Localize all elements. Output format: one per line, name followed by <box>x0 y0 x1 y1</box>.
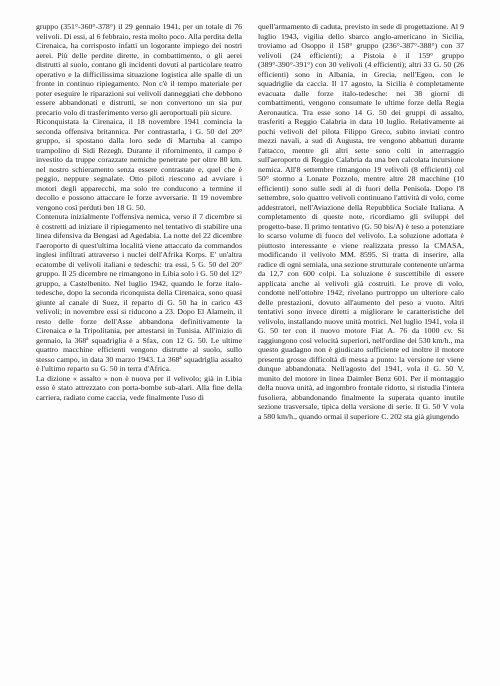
paragraph: Contenuta inizialmente l'offensiva nemica, verso il 7 dicembre si è costretti ad iniziare il ripiegamento nel tentativo di stabilire una linea difensiva da Bengasi ad Agedabia. La notte del 22 dicembre l'aeroporto di quest'ultima località viene attaccato da commandos inglesi infiltrati attraverso i nuclei dell'Afrika Korps. E' un'altra ecatombe di velivoli italiani e tedeschi: tra essi, 5 G. 50 del 20° gruppo. Il 25 dicembre ne rimangono in Libia solo i G. 50 del 12° gruppo, a Castelbenito. Nel luglio 1942, quando le forze italo-tedesche, dopo la seconda riconquista della Cirenaica, sono quasi giunte al canale di Suez, il reparto di G. 50 ha in carico 43 velivoli; in novembre essi si riducono a 23. Dopo El Alamein, il resto delle forze dell'Asse abbandona definitivamente la Cirenaica e la Tripolitania, per attestarsi in Tunisia. All'inizio di gennaio, la 368ª squadriglia è a Sfax, con 12 G. 50. Le ultime quattro macchine efficienti vengono distrutte al suolo, sullo stesso campo, in data 30 marzo 1943. La 368ª squadriglia assalto è l'ultimo reparto su G. 50 in terra d'Africa. <box>36 212 242 373</box>
paragraph: gruppo (351°-360°-378°) il 29 gennaio 1941, per un totale di 76 velivoli. Di essi, al 6 febbraio, resta molto poco. Alla perdita della Cirenaica, ha corrisposto infatti un logorante impiego dei nostri aerei. Più delle perdite dirette, in combattimento, o gli aerei distrutti al suolo, contano gli incidenti dovuti al particolare teatro operativo e la difficilissima situazione logistica alle spalle di un fronte in continuo ripiegamento. Non c'è il tempo materiale per poter eseguire le riparazioni sui velivoli danneggiati che debbono essere abbandonati e distrutti, se non convertono un sia pur precario volo di trasferimento verso gli aeroportuali più sicure. <box>36 22 242 117</box>
right-column <box>258 22 464 421</box>
paragraph: Riconquistata la Cirenaica, il 18 novembre 1941 comincia la seconda offensiva britannica. Per contrastarla, i G. 50 del 20° gruppo, si spostano dalla loro sede di Martuba al campo trampolino di Sidi Rezegh. Durante il rifornimento, il campo è investito da truppe corazzate nemiche penetrate per oltre 80 km. nel nostro schieramento senza essere contrastate e, quel che è peggio, neppure segnalate. Otto piloti riescono ad avviare i motori degli apparecchi, ma solo tre conducono a termine il decollo e possono attaccare le forze avversarie. Il 19 novembre vengono così perduti ben 18 G. 50. <box>36 117 242 212</box>
paragraph: La dizione « assalto » non è nuova per il velivolo; già in Libia esso è stato attrezzato con porta-bombe sub-alari. Alla fine della carriera, radiato come caccia, vede finalmente l'uso di <box>36 373 242 402</box>
paragraph: quell'armamento di caduta, previsto in sede di progettazione. Al 9 luglio 1943, vigilia dello sbarco anglo-americano in Sicilia, troviamo ad Osoppo il 158° gruppo (236°-387°-388°) con 37 velivoli (24 efficienti); a Pistoia è il 159° gruppo (389°-390°-391°) con 30 velivoli (4 efficienti); altri 33 G. 50 (26 efficienti) sono in Albania, in Grecia, nell'Egeo, con le squadriglie da caccia. Il 17 agosto, la Sicilia è completamente evacuata dalle forze italo-tedesche: nei 38 giorni di combattimenti, vengono consumate le ultime forze della Regia Aeronautica. Tra esse sono 14 G. 50 dei gruppi di assalto, trasferiti a Reggio Calabria in data 10 luglio. Relativamente ai pochi velivoli del pilota Filippo Greco, subito inviati contro mezzi navali, a sud di Augusta, tre vengono abbattuti durante l'attacco, mentre gli altri sette sono colti in atterraggio sull'aeroporto di Reggio Calabria da una ben calcolata incursione nemica. All'8 settembre rimangono 19 velivoli (8 efficienti) col 50° stormo a Lonate Pozzolo, mentre altre 28 macchine (10 efficienti) sono sulle sedi al di fuori della Penisola. Dopo l'8 settembre, solo quattro velivoli continuano l'attività di volo, come addestratori, nell'Aviazione della Repubblica Sociale Italiana. A completamento di queste note, ricordiamo gli sviluppi del progetto-base. Il primo tentativo (G. 50 bis/A) è teso a potenziare lo scarso volume di fuoco del velivolo. La soluzione adottata è piuttosto interessante e viene realizzata presso la CMASA, modificando il velivolo MM. 8595. Si tratta di inserire, alla radice di ogni semiala, una sezione strutturale contenente un'arma da 12,7 con 600 colpi. La soluzione è suscettibile di essere applicata anche ai velivoli già costruiti. Le prove di volo, condotte nell'ottobre 1942, rivelano purtroppo un ulteriore calo delle prestazioni, dovuto all'aumento del peso a vuoto. Altri tentativi sono invece diretti a migliorare le caratteristiche del velivolo, installando nuove unità motrici. Nel luglio 1941, vola il G. 50 ter con il nuovo motore Fiat A. 76 da 1000 cv. Si raggiungono così velocità superiori, nell'ordine dei 530 km/h., ma questo guadagno non è giudicato sufficiente ed inoltre il motore presenta grosse difficoltà di messa a punto: la versione ter viene dunque abbandonata. Nell'agosto del 1941, vola il G. 50 V, munito del motore in linea Daimler Benz 601. Per il montaggio della nuova unità, ad ingombro frontale ridotto, si ristudia l'intera fusoliera, abbandonando finalmente la superata quanto inutile sezione trasversale, tipica della versione di serie. Il G. 50 V vola a 580 km/h., quando ormai il superiore C. 202 sta già giungendo <box>258 22 464 421</box>
left-column <box>36 22 242 402</box>
